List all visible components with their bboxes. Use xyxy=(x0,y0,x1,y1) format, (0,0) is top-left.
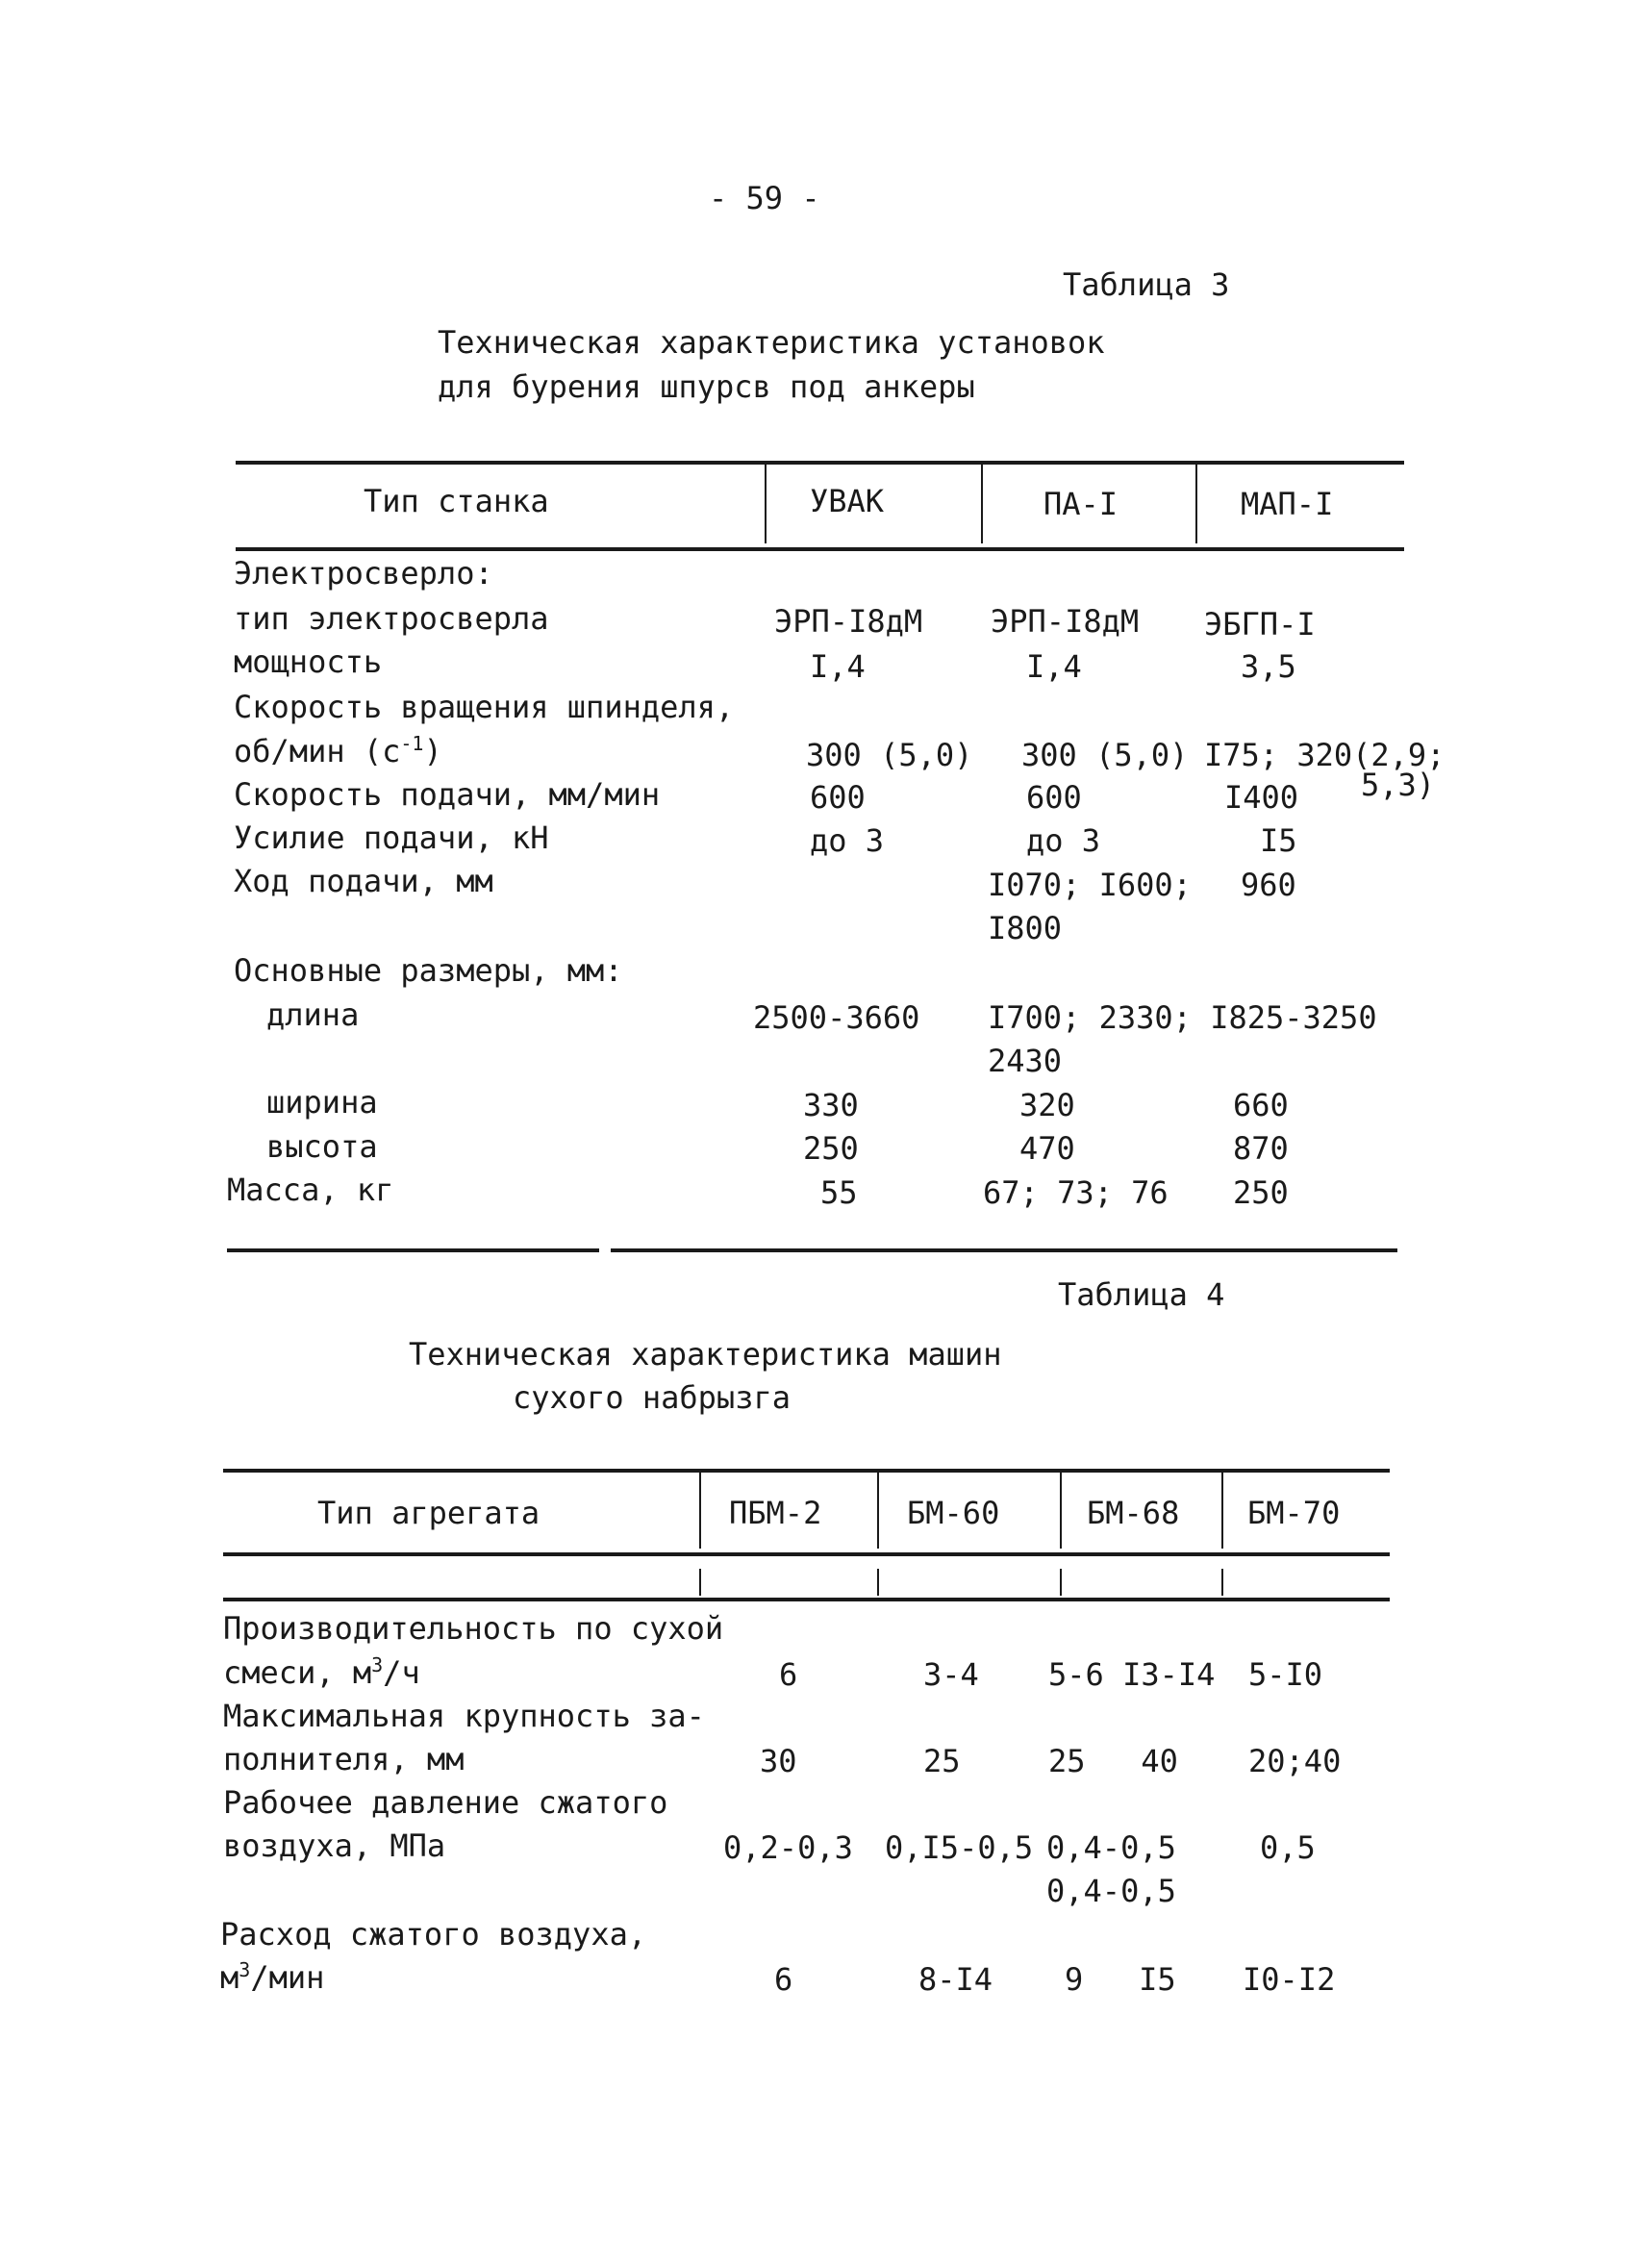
cell-bm68: 9 I5 xyxy=(1065,1961,1176,1998)
cell-uvak: 2500-3660 xyxy=(753,999,920,1036)
cell-bm68: 25 40 xyxy=(1048,1743,1178,1779)
cell-pbm2: 6 xyxy=(779,1656,798,1693)
row-label: ширина xyxy=(266,1084,378,1121)
cell-bm70: 0,5 xyxy=(1260,1829,1316,1866)
cell-bm70: 5-I0 xyxy=(1248,1656,1323,1693)
cell-uvak: до 3 xyxy=(810,822,885,859)
table-3-col-divider-1 xyxy=(765,465,767,543)
row-label-line2: полнителя, мм xyxy=(223,1741,465,1777)
cell-pa1: 320 xyxy=(1019,1087,1075,1123)
table-3-drill-heading: Электросверло: xyxy=(234,555,493,592)
cell-pa1: 67; 73; 76 xyxy=(983,1174,1169,1211)
table-4-header-type: Тип агрегата xyxy=(317,1495,540,1531)
cell-pbm2: 6 xyxy=(774,1961,793,1998)
table-4-title-line2: сухого набрызга xyxy=(513,1379,791,1416)
cell-bm60: 25 xyxy=(923,1743,961,1779)
row-label-line1: Скорость вращения шпинделя, xyxy=(234,689,735,725)
cell-pa1: ЭРП-I8дМ xyxy=(991,603,1140,640)
cell-map1: ЭБГП-I xyxy=(1204,606,1316,643)
cell-bm70: I0-I2 xyxy=(1243,1961,1336,1998)
table-4-label: Таблица 4 xyxy=(1058,1276,1225,1313)
table-4-title-line1: Техническая характеристика машин xyxy=(409,1336,1002,1373)
row-label: Масса, кг xyxy=(227,1172,394,1208)
cell-uvak: 330 xyxy=(803,1087,859,1123)
table-3-header-uvak: УВАК xyxy=(810,483,885,519)
table-4-col-divider-4 xyxy=(1221,1473,1223,1549)
table-3-title-line1: Техническая характеристика установок xyxy=(438,324,1105,361)
row-label-line2: смеси, $м^3/ч$ xyxy=(223,1653,420,1691)
row-label: тип электросверла xyxy=(234,600,549,637)
cell-bm60: 3-4 xyxy=(923,1656,979,1693)
table-4-subcol-divider-3 xyxy=(1060,1569,1062,1596)
table-4-subcol-divider-4 xyxy=(1221,1569,1223,1596)
row-label: Усилие подачи, кН xyxy=(234,819,549,856)
table-4-col-divider-1 xyxy=(699,1473,701,1549)
row-label: Ход подачи, мм xyxy=(234,863,493,899)
row-label-line2: $м^3$/мин xyxy=(220,1958,325,1996)
cell-pa1: 600 xyxy=(1026,779,1082,816)
table-4-top-rule xyxy=(223,1469,1390,1473)
cell-map1: I400 xyxy=(1224,779,1299,816)
cell-uvak: 250 xyxy=(803,1130,859,1167)
table-3-col-divider-2 xyxy=(981,465,983,543)
table-4-header-pbm2: ПБМ-2 xyxy=(729,1495,822,1531)
cell-map1: I5 xyxy=(1260,822,1297,859)
cell-bm68: 5-6 I3-I4 xyxy=(1048,1656,1216,1693)
cell-pbm2: 0,2-0,3 xyxy=(723,1829,853,1866)
cell-pa1: I070; I600; xyxy=(988,867,1192,903)
cell-map1: I75; 320(2,9; xyxy=(1204,737,1445,773)
table-3-header-pa1: ПА-I xyxy=(1043,486,1119,522)
cell-uvak: ЭРП-I8дМ xyxy=(774,603,923,640)
table-3-col-divider-3 xyxy=(1195,465,1197,543)
page-number: - 59 - xyxy=(709,180,820,216)
table-3-header-type: Тип станка xyxy=(364,483,549,519)
row-label-line1: Производительность по сухой xyxy=(223,1610,724,1647)
cell-pa1-cont: I800 xyxy=(988,910,1063,946)
table-3-header-rule xyxy=(236,547,1404,551)
cell-bm60: 8-I4 xyxy=(918,1961,993,1998)
table-4-header-bm70: БМ-70 xyxy=(1247,1495,1341,1531)
table-4-header-rule xyxy=(223,1552,1390,1556)
table-3-title-line2: для бурения шпурсв под анкеры xyxy=(438,368,975,405)
row-label-line1: Расход сжатого воздуха, xyxy=(220,1916,647,1953)
row-label-line2: об/мин $(с^{-1})$ xyxy=(234,732,442,769)
cell-map1: 960 xyxy=(1241,867,1296,903)
cell-uvak: 55 xyxy=(820,1174,858,1211)
cell-pa1-cont: 2430 xyxy=(988,1043,1063,1079)
row-label: длина xyxy=(266,996,360,1033)
cell-uvak: I,4 xyxy=(810,648,866,685)
table-4-header-rule-2 xyxy=(223,1598,1390,1601)
table-4-header-bm68: БМ-68 xyxy=(1087,1495,1180,1531)
row-label-line1: Рабочее давление сжатого xyxy=(223,1784,668,1821)
cell-pa1: до 3 xyxy=(1026,822,1101,859)
cell-bm70: 20;40 xyxy=(1248,1743,1342,1779)
row-label-line2: воздуха, МПа xyxy=(223,1827,446,1864)
cell-pa1: I,4 xyxy=(1026,648,1082,685)
cell-map1: 250 xyxy=(1233,1174,1289,1211)
cell-map1: 870 xyxy=(1233,1130,1289,1167)
cell-pa1-map1: I700; 2330; I825-3250 xyxy=(988,999,1377,1036)
table-4-subcol-divider-2 xyxy=(877,1569,879,1596)
table-4-col-divider-2 xyxy=(877,1473,879,1549)
row-label: мощность xyxy=(234,643,383,680)
table-4-header-bm60: БМ-60 xyxy=(907,1495,1000,1531)
cell-map1: 3,5 xyxy=(1241,648,1296,685)
cell-bm68: 0,4-0,5 xyxy=(1046,1829,1176,1866)
table-3-header-map1: МАП-I xyxy=(1241,486,1334,522)
cell-pbm2: 30 xyxy=(760,1743,797,1779)
table-3-top-rule xyxy=(236,461,1404,465)
cell-map1-cont: 5,3) xyxy=(1361,767,1436,803)
cell-bm60: 0,I5-0,5 xyxy=(885,1829,1034,1866)
cell-bm68-cont: 0,4-0,5 xyxy=(1046,1873,1176,1909)
table-4-subcol-divider-1 xyxy=(699,1569,701,1596)
table-4-col-divider-3 xyxy=(1060,1473,1062,1549)
cell-map1: 660 xyxy=(1233,1087,1289,1123)
row-label: Скорость подачи, мм/мин xyxy=(234,776,661,813)
table-3-label: Таблица 3 xyxy=(1063,266,1230,303)
table-3-bottom-rule-right xyxy=(611,1248,1397,1252)
table-3-bottom-rule-left xyxy=(227,1248,599,1252)
row-label: высота xyxy=(266,1128,378,1165)
row-label-line1: Максимальная крупность за- xyxy=(223,1698,705,1734)
cell-pa1: 470 xyxy=(1019,1130,1075,1167)
table-3-dims-heading: Основные размеры, мм: xyxy=(234,952,623,989)
cell-pa1: 300 (5,0) xyxy=(1021,737,1189,773)
cell-uvak: 300 (5,0) xyxy=(806,737,973,773)
cell-uvak: 600 xyxy=(810,779,866,816)
